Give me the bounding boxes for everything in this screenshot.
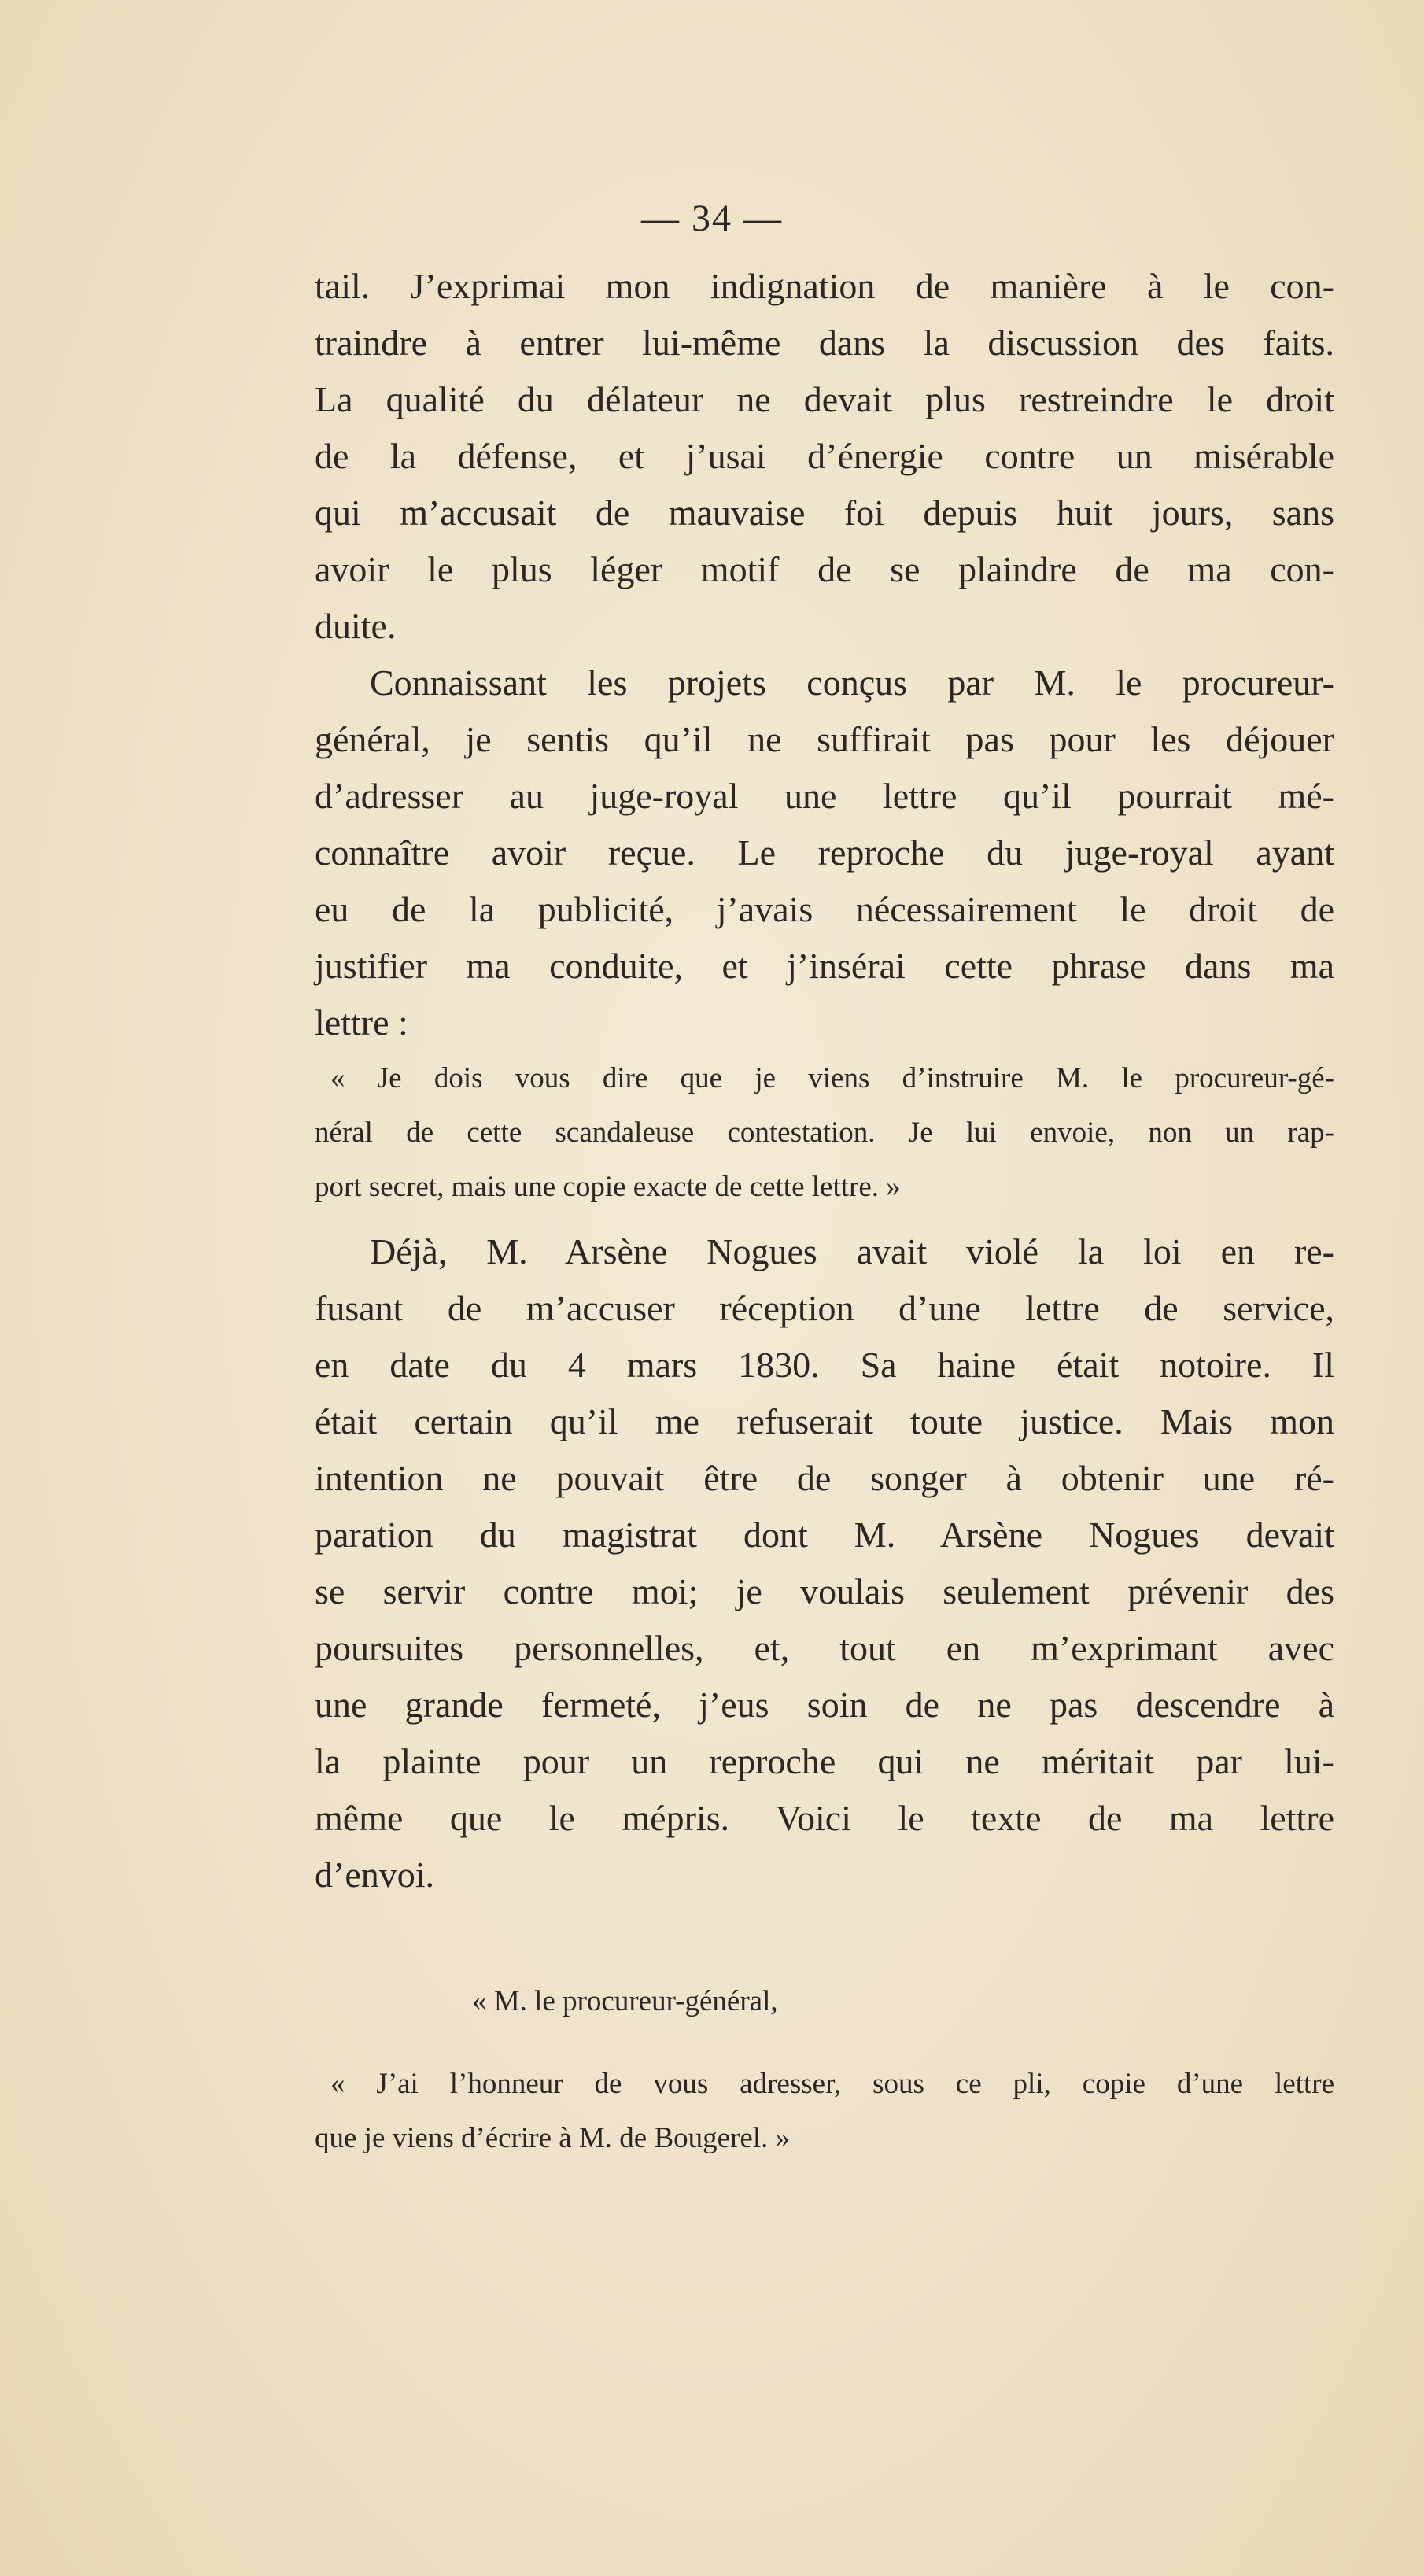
text-line: La qualité du délateur ne devait plus restreindre le droit [315,379,1334,419]
text-line: eu de la publicité, j’avais nécessairement le droit de [315,889,1334,929]
text-line: avoir le plus léger motif de se plaindre de ma con- [315,549,1334,589]
quote-line: que je viens d’écrire à M. de Bougerel. » [315,2122,791,2154]
text-line: même que le mépris. Voici le texte de ma lettre [315,1798,1334,1838]
text-line: se servir contre moi; je voulais seulement prévenir des [315,1571,1334,1611]
quote-line: « J’ai l’honneur de vous adresser, sous ce pli, copie d’une lettre [330,2068,1334,2100]
text-line: duite. [315,606,397,646]
text-line: tail. J’exprimai mon indignation de manière à le con- [315,266,1334,306]
letter-block [315,1974,1334,2165]
text-line: justifier ma conduite, et j’insérai cette phrase dans ma [315,946,1334,986]
text-line: de la défense, et j’usai d’énergie contre un misérable [315,436,1334,476]
paragraph-3 [315,1223,1334,1903]
text-line: qui m’accusait de mauvaise foi depuis huit jours, sans [315,493,1334,533]
page-body [315,258,1334,2165]
page-number: — 34 — [641,197,783,239]
paragraph-2 [315,655,1334,1051]
text-line: intention ne pouvait être de songer à obtenir une ré- [315,1458,1334,1498]
text-line: fusant de m’accuser réception d’une lettre de service, [315,1288,1334,1328]
text-line: lettre : [315,1002,408,1043]
text-line: d’envoi. [315,1854,435,1895]
text-line: poursuites personnelles, et, tout en m’exprimant avec [315,1628,1334,1668]
letter-salutation: « M. le procureur-général, [472,1985,778,2017]
text-line: une grande fermeté, j’eus soin de ne pas descendre à [315,1685,1334,1725]
quote-block [315,1051,1334,1214]
text-line: était certain qu’il me refuserait toute justice. Mais mon [315,1401,1334,1441]
quote-line: néral de cette scandaleuse contestation. Je lui envoie, non un rap- [315,1116,1334,1149]
text-line: la plainte pour un reproche qui ne méritait par lui- [315,1741,1334,1781]
text-line: paration du magistrat dont M. Arsène Nogues devait [315,1515,1334,1555]
text-line: général, je sentis qu’il ne suffirait pas pour les déjouer [315,719,1334,759]
quote-line: port secret, mais une copie exacte de cette lettre. » [315,1171,901,1203]
text-line: Connaissant les projets conçus par M. le procureur- [370,662,1334,703]
quote-line: « Je dois vous dire que je viens d’instruire M. le procureur-gé- [330,1062,1334,1094]
text-line: connaître avoir reçue. Le reproche du juge-royal ayant [315,832,1334,873]
text-line: d’adresser au juge-royal une lettre qu’il pourrait mé- [315,776,1334,816]
text-line: en date du 4 mars 1830. Sa haine était notoire. Il [315,1345,1334,1385]
text-line: Déjà, M. Arsène Nogues avait violé la loi en re- [370,1231,1334,1271]
paragraph-1 [315,258,1334,655]
text-line: traindre à entrer lui-même dans la discussion des faits. [315,323,1334,363]
